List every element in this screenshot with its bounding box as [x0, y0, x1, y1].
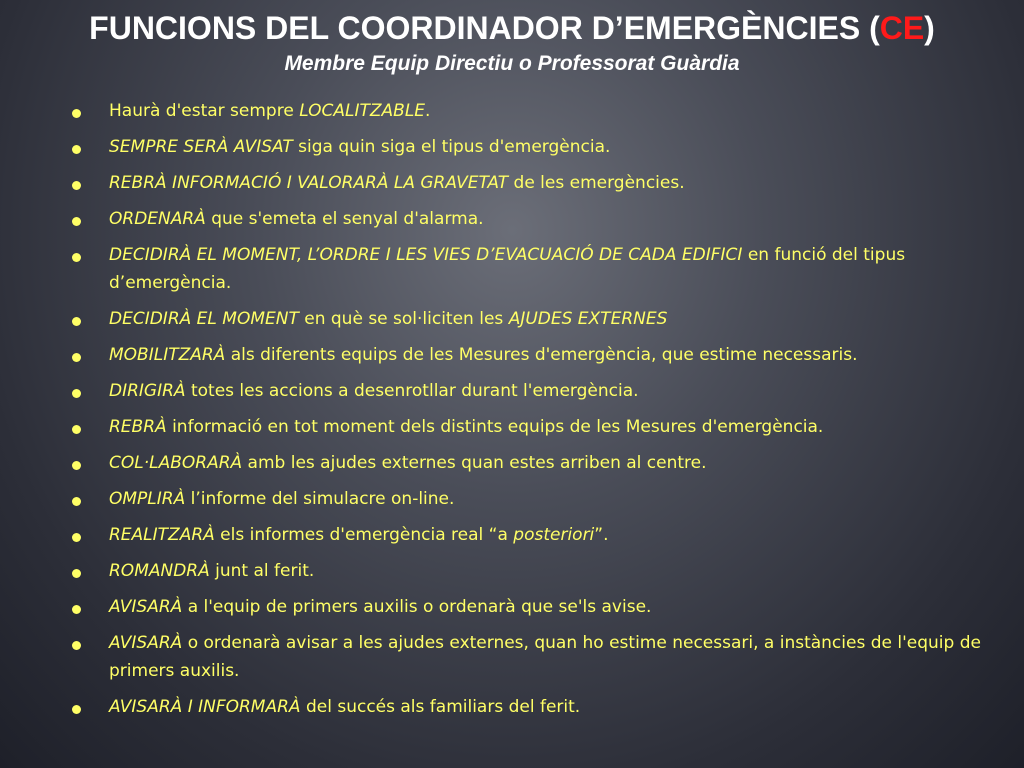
bullet-dot-icon [72, 145, 81, 154]
bullet-item [0, 449, 1024, 477]
bullet-text: siga quin siga el tipus d'emergència. [292, 137, 611, 157]
bullet-emphasis-text: AVISARÀ I INFORMARÀ [109, 697, 301, 717]
bullet-emphasis-text: AVISARÀ [109, 597, 183, 617]
bullet-item [0, 413, 1024, 441]
bullet-emphasis-text: DIRIGIRÀ [109, 381, 186, 401]
bullet-text: amb les ajudes externes quan estes arriben al centre. [242, 453, 707, 473]
bullet-text: junt al ferit. [209, 561, 315, 581]
bullet-emphasis-text: posteriori [513, 525, 595, 545]
bullet-dot-icon [72, 253, 81, 262]
bullet-dot-icon [72, 389, 81, 398]
bullet-dot-icon [72, 641, 81, 650]
bullet-text: totes les accions a desenrotllar durant l'emergència. [185, 381, 639, 401]
bullet-emphasis-text: ROMANDRÀ [109, 561, 210, 581]
bullet-dot-icon [72, 705, 81, 714]
bullet-text: Haurà d'estar sempre [109, 101, 300, 121]
bullet-emphasis-text: DECIDIRÀ EL MOMENT, L’ORDRE I LES VIES D’EVACUACIÓ DE CADA EDIFICI [109, 245, 743, 265]
bullet-emphasis-text: REALITZARÀ [109, 525, 215, 545]
bullet-item [0, 305, 1024, 333]
bullet-dot-icon [72, 109, 81, 118]
bullet-emphasis-text: REBRÀ INFORMACIÓ I VALORARÀ LA GRAVETAT [109, 173, 509, 193]
title-close: ) [924, 10, 935, 46]
bullet-emphasis-text: MOBILITZARÀ [109, 345, 226, 365]
bullet-text: . [425, 101, 431, 121]
bullet-text: del succés als familiars del ferit. [300, 697, 581, 717]
bullet-dot-icon [72, 217, 81, 226]
bullet-item [0, 133, 1024, 161]
bullet-emphasis-text: SEMPRE SERÀ AVISAT [109, 137, 293, 157]
bullet-item [0, 485, 1024, 513]
bullet-item [0, 693, 1024, 721]
bullet-item [0, 341, 1024, 369]
bullet-text: als diferents equips de les Mesures d'emergència, que estime necessaris. [225, 345, 858, 365]
bullet-item [0, 593, 1024, 621]
bullet-dot-icon [72, 461, 81, 470]
bullet-item [0, 241, 1024, 297]
bullet-item [0, 205, 1024, 233]
slide-subtitle: Membre Equip Directiu o Professorat Guàrdia [284, 52, 740, 75]
bullet-dot-icon [72, 353, 81, 362]
bullet-emphasis-text: LOCALITZABLE [299, 101, 426, 121]
bullet-item [0, 521, 1024, 549]
bullet-text: en funció del tipus d’emergència. [109, 245, 906, 293]
bullet-emphasis-text: DECIDIRÀ EL MOMENT [109, 309, 299, 329]
bullet-item [0, 557, 1024, 585]
bullet-text: o ordenarà avisar a les ajudes externes, quan ho estime necessari, a instàncies de l'equip de primers auxilis. [109, 633, 981, 681]
bullet-emphasis-text: REBRÀ [109, 417, 167, 437]
bullet-dot-icon [72, 181, 81, 190]
bullet-dot-icon [72, 497, 81, 506]
bullet-text: informació en tot moment dels distints equips de les Mesures d'emergència. [166, 417, 824, 437]
bullet-text: en què se sol·liciten les [298, 309, 509, 329]
bullet-emphasis-text: COL·LABORARÀ [109, 453, 243, 473]
bullet-text: els informes d'emergència real “a [214, 525, 514, 545]
bullet-emphasis-text: ORDENARÀ [109, 209, 206, 229]
bullet-dot-icon [72, 569, 81, 578]
bullet-dot-icon [72, 605, 81, 614]
bullet-item [0, 377, 1024, 405]
bullet-emphasis-text: OMPLIRÀ [109, 489, 186, 509]
title-main: FUNCIONS DEL COORDINADOR D’EMERGÈNCIES ( [89, 10, 880, 46]
bullet-dot-icon [72, 533, 81, 542]
bullet-item [0, 629, 1024, 685]
bullet-dot-icon [72, 425, 81, 434]
bullet-item [0, 97, 1024, 125]
bullet-item [0, 169, 1024, 197]
bullet-emphasis-text: AVISARÀ [109, 633, 183, 653]
bullet-dot-icon [72, 317, 81, 326]
bullet-text: ”. [594, 525, 609, 545]
bullet-text: que s'emeta el senyal d'alarma. [205, 209, 484, 229]
slide-title [0, 8, 1024, 48]
bullet-emphasis-text: AJUDES EXTERNES [508, 309, 668, 329]
bullet-text: a l'equip de primers auxilis o ordenarà que se'ls avise. [182, 597, 652, 617]
bullet-list [0, 97, 1024, 729]
bullet-text: l’informe del simulacre on-line. [185, 489, 455, 509]
bullet-text: de les emergències. [508, 173, 685, 193]
title-accent: CE [879, 10, 925, 46]
